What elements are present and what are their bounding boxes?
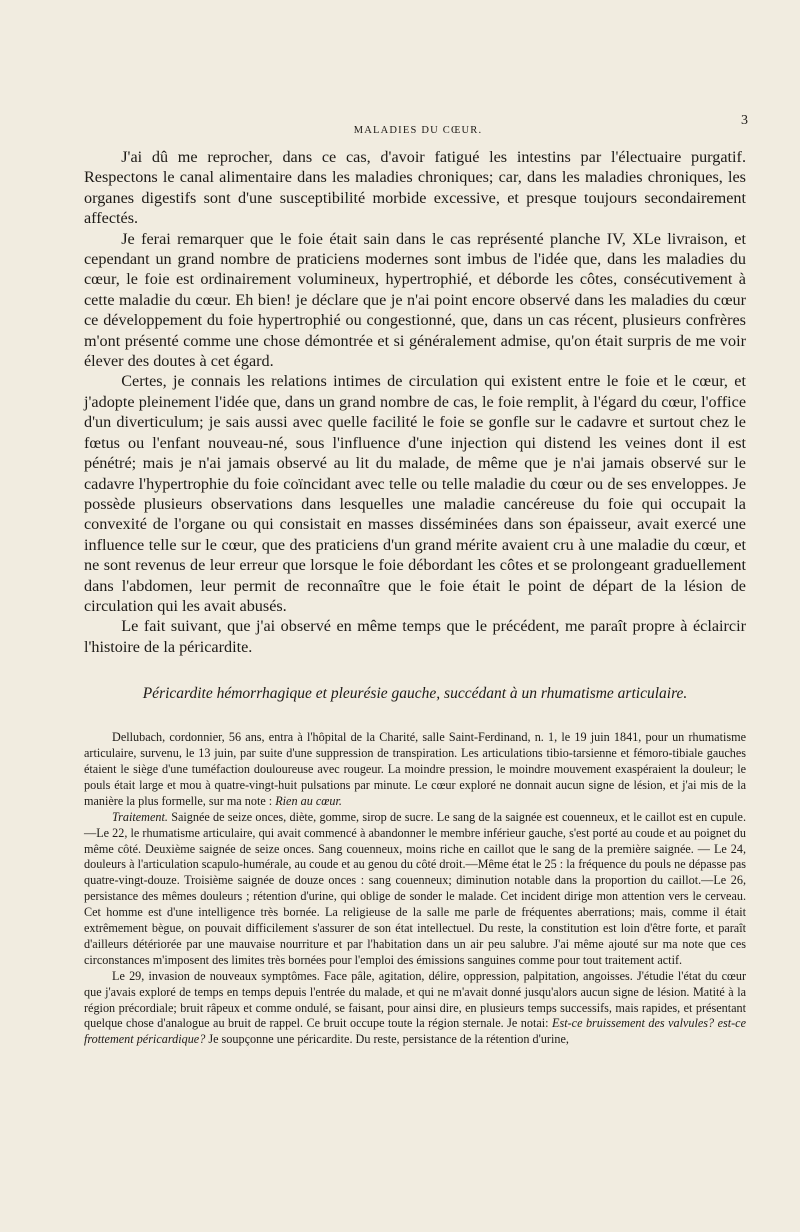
case-paragraph <box>84 730 746 810</box>
paragraph: Certes, je connais les relations intimes de circulation qui existent entre le foie et le cœur, et j'adopte pleinement l'idée que, dans un grand nombre de cas, le foie remplit, à l'égard du cœur, l'office d'un diverticulum; je sais aussi avec quelle facilité le foie se gonfle sur le cadavre et surtout chez le fœtus ou l'enfant nouveau-né, sous l'influence d'une injection qui distend les veines dont il est pénétré; mais je n'ai jamais observé au lit du malade, de même que je n'ai jamais observé sur le cadavre l'hypertrophie du foie coïncidant avec telle ou telle maladie du cœur ou de ses enveloppes. Je possède plusieurs observations dans lesquelles une maladie cancéreuse du foie qui occupait la convexité de l'organe ou qui consistait en masses disséminées dans son épaisseur, avait exercé une influence telle sur le cœur, que des praticiens d'un grand mérite avaient cru à une maladie du cœur, et ne sont revenus de leur erreur que lorsque le foie débordant les côtes et se prolongeant graduellement dans l'abdomen, leur permit de reconnaître que le foie était le point de départ de la lésion de circulation qui les avait abusés. <box>84 372 746 615</box>
paragraph: Le fait suivant, que j'ai observé en même temps que le précédent, me paraît propre à éclaircir l'histoire de la péricardite. <box>84 617 746 656</box>
page-header <box>88 113 748 140</box>
paragraph: Je ferai remarquer que le foie était sain dans le cas représenté planche IV, XLe livraison, et cependant un grand nombre de praticiens modernes sont imbus de l'idée que, dans les maladies du cœur, le foie est ordinairement volumineux, hypertrophié, et déborde les côtes, consécutivement à cette maladie du cœur. Eh bien! je déclare que je n'ai point encore observé dans les maladies du cœur ce développement du foie hypertrophié ou congestionné, que, dans un cas récent, plusieurs confrères m'ont présenté comme une chose démontrée et si généralement admise, qu'on était surpris de me voir élever des doutes à cet égard. <box>84 229 746 371</box>
running-head: MALADIES DU CŒUR. <box>353 125 483 136</box>
case-text: Je soupçonne une péricardite. Du reste, persistance de la rétention d'urine, <box>208 1032 569 1047</box>
paragraph: J'ai dû me reprocher, dans ce cas, d'avoir fatigué les intestins par l'électuaire purgatif. Respectons le canal alimentaire dans les maladies chroniques; car, dans les maladies chroniques, les organes digestifs sont d'une susceptibilité morbide excessive, et presque toujours secondairement affectés. <box>84 148 746 228</box>
case-report <box>84 730 746 1048</box>
page-number: 3 <box>741 113 748 128</box>
case-text: Le 29, invasion de nouveaux symptômes. Face pâle, agitation, délire, oppression, palpitation, angoisses. J'étudie l'état du cœur que j'avais exploré de temps en temps depuis l'entrée du malade, et qui ne m'avait donné jusqu'alors aucun signe de lésion. Matité à la région précordiale; bruit râpeux et comme ondulé, se faisant, pour ainsi dire, en plusieurs temps successifs, mais rapides, et présentant quelque chose d'analogue au bruit de rappel. Ce bruit occupe toute la région sternale. Je notai: <box>84 968 746 1031</box>
case-text: Saignée de seize onces, diète, gomme, sirop de sucre. Le sang de la saignée est couenneux, et le caillot est en cupule.—Le 22, le rhumatisme articulaire, qui avait commencé à abandonner le membre inférieur gauche, s'est porté au coude et au poignet du même côté. Deuxième saignée de seize onces. Sang couenneux, moins riche en caillot que le sang de la première saignée. — Le 24, douleurs à l'articulation scapulo-humérale, au coude et au genou du côté droit.—Même état le 25 : la fréquence du pouls ne dépasse pas quatre-vingt-douze. Troisième saignée de douze onces : sang couenneux; diminution notable dans la proportion du caillot.—Le 26, persistance des mêmes douleurs ; rétention d'urine, qui oblige de sonder le malade. Cet incident dirige mon attention vers le cerveau. Cet homme est d'une intelligence très bornée. La religieuse de la salle me parle de fréquentes aberrations; mais, comme il était extrêmement bègue, on pouvait difficilement s'assurer de son état intellectuel. Du reste, la constitution est loin d'être forte, et paraît d'ailleurs détériorée par une mauvaise nourriture et par l'habitation dans un air peu salubre. J'ai même ajouté sur ma note que ces circonstances m'imposent des limites très bornées pour l'emploi des émissions sanguines comme pour tout traitement actif. <box>84 809 746 967</box>
case-emphasis: Traitement. <box>112 809 168 824</box>
case-emphasis: Est-ce bruissement des valvules? est-ce frottement péricardique? <box>84 1016 746 1047</box>
page-body <box>84 147 746 1048</box>
case-emphasis: Rien au cœur. <box>275 793 342 808</box>
case-title: Péricardite hémorrhagique et pleurésie gauche, succédant à un rhumatisme articulaire. <box>142 685 688 703</box>
case-text: Dellubach, cordonnier, 56 ans, entra à l'hôpital de la Charité, salle Saint-Ferdinand, n. 1, le 19 juin 1841, pour un rhumatisme articulaire, survenu, le 13 juin, par suite d'une suppression de transpiration. Les articulations tibio-tarsienne et fémoro-tibiale gauches étaient le siège d'une tuméfaction douloureuse avec rougeur. La moindre pression, le moindre mouvement exaspéraient la douleur; le pouls était large et mou à quatre-vingt-huit pulsations par minute. Le cœur exploré ne donnait aucun signe de lésion, et j'ai mis de la manière la plus formelle, sur ma note : <box>84 730 746 808</box>
commentary-section <box>84 147 746 657</box>
case-paragraph <box>84 810 746 969</box>
case-paragraph <box>84 969 746 1049</box>
